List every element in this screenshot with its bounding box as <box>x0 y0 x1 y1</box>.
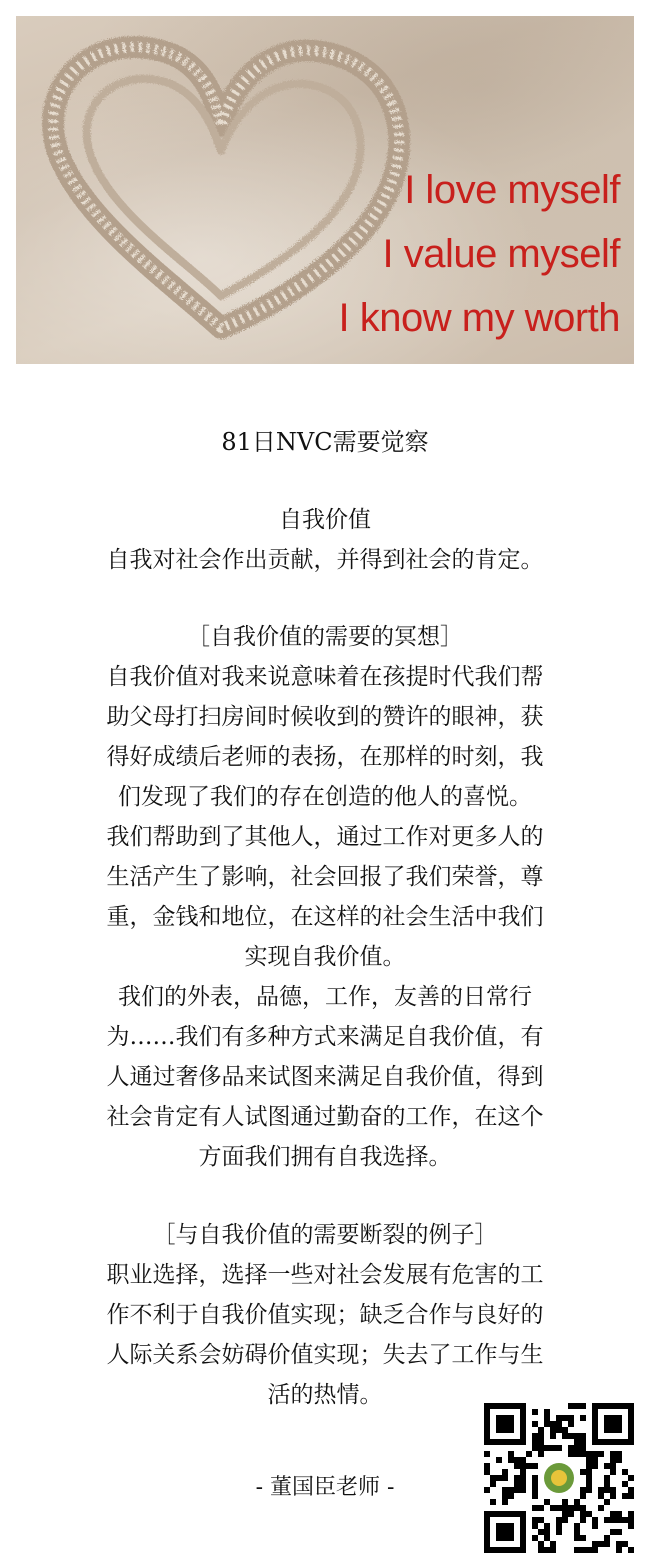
paragraph-line: 实现自我价值。 <box>244 944 406 970</box>
qr-code-graphic <box>484 1403 634 1553</box>
hero-line-1: I love myself <box>404 168 620 212</box>
hero-image <box>16 16 634 364</box>
section-heading: ［与自我价值的需要断裂的例子］ <box>152 1222 498 1248</box>
paragraph-line: 我们的外表，品德，工作，友善的日常行 <box>118 984 532 1010</box>
paragraph-line: 作不利于自我价值实现；缺乏合作与良好的 <box>106 1302 544 1328</box>
section-self-value <box>60 500 590 580</box>
paragraph-line: 为……我们有多种方式来满足自我价值，有 <box>106 1024 544 1050</box>
section-meditation <box>60 617 590 1177</box>
paragraph-line: 人际关系会妨碍价值实现；失去了工作与生 <box>106 1342 544 1368</box>
paragraph-line: 活的热情。 <box>267 1382 383 1408</box>
qr-code-icon[interactable] <box>484 1403 634 1553</box>
section-heading: 自我价值 <box>279 507 371 533</box>
paragraph-line: 人通过奢侈品来试图来满足自我价值，得到 <box>106 1064 544 1090</box>
author-signature: - 董国臣老师 - <box>255 1475 395 1500</box>
paragraph-line: 我们帮助到了其他人，通过工作对更多人的 <box>106 824 544 850</box>
section-line: 自我对社会作出贡献，并得到社会的肯定。 <box>106 547 544 573</box>
hero-line-2: I value myself <box>382 232 620 276</box>
paragraph-line: 方面我们拥有自我选择。 <box>198 1144 452 1170</box>
paragraph-line: 自我价值对我来说意味着在孩提时代我们帮 <box>106 664 544 690</box>
section-disconnection-examples <box>60 1215 590 1415</box>
section-heading: ［自我价值的需要的冥想］ <box>187 624 463 650</box>
paragraph-line: 助父母打扫房间时候收到的赞许的眼神，获 <box>106 704 544 730</box>
paragraph-line: 生活产生了影响，社会回报了我们荣誉，尊 <box>106 864 544 890</box>
paragraph-line: 重，金钱和地位，在这样的社会生活中我们 <box>106 904 544 930</box>
paragraph-line: 职业选择，选择一些对社会发展有危害的工 <box>106 1262 544 1288</box>
page-title: 81日NVC需要觉察 <box>221 428 429 456</box>
paragraph-line: 得好成绩后老师的表扬，在那样的时刻，我 <box>106 744 544 770</box>
hero-line-3: I know my worth <box>338 296 620 340</box>
paragraph-line: 社会肯定有人试图通过勤奋的工作，在这个 <box>106 1104 544 1130</box>
paragraph-line: 们发现了我们的存在创造的他人的喜悦。 <box>118 784 532 810</box>
